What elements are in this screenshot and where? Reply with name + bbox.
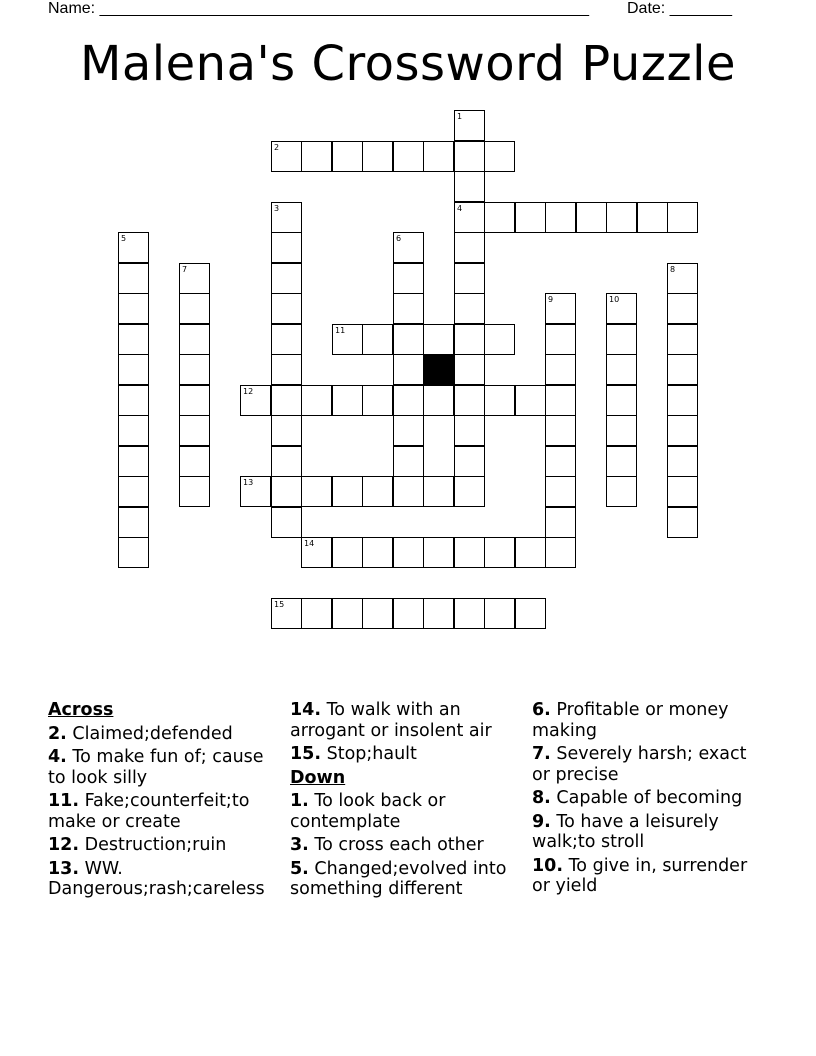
clue-number: 15. <box>290 744 322 764</box>
grid-cell[interactable] <box>362 598 393 629</box>
name-field[interactable]: Name: _______________________________________________________ <box>48 0 589 17</box>
grid-cell[interactable] <box>179 324 210 355</box>
clue-number: 5. <box>290 858 309 879</box>
clue-number: 1. <box>290 791 309 811</box>
grid-cell[interactable] <box>545 476 576 507</box>
clue-across-11 <box>48 791 284 832</box>
clues-column-1 <box>48 700 284 903</box>
clue-text: Stop;hault <box>326 744 417 764</box>
cell-number: 8 <box>670 265 676 274</box>
grid-cell[interactable] <box>332 141 363 172</box>
clue-number: 9. <box>532 811 551 832</box>
grid-cell[interactable] <box>393 324 424 355</box>
grid-cell[interactable] <box>454 141 485 172</box>
clue-across-4 <box>48 747 284 788</box>
clue-down-6 <box>532 700 768 741</box>
grid-cell[interactable] <box>454 263 485 294</box>
clue-number: 14. <box>290 700 322 720</box>
grid-cell[interactable] <box>606 202 637 233</box>
grid-cell[interactable] <box>484 202 515 233</box>
grid-cell[interactable] <box>484 141 515 172</box>
grid-cell[interactable] <box>545 537 576 568</box>
clue-down-3 <box>290 835 528 856</box>
puzzle-title: Malena's Crossword Puzzle <box>79 36 737 92</box>
grid-cell[interactable] <box>667 293 698 324</box>
grid-cell[interactable] <box>667 415 698 446</box>
cell-number: 3 <box>274 204 280 213</box>
grid-cell[interactable] <box>118 385 149 416</box>
grid-cell[interactable] <box>423 598 454 629</box>
clue-number: 2. <box>48 723 67 744</box>
grid-cell[interactable] <box>271 476 302 507</box>
grid-cell[interactable] <box>332 385 363 416</box>
grid-cell[interactable] <box>179 354 210 385</box>
clue-down-8 <box>532 788 768 809</box>
cell-number: 12 <box>243 387 254 396</box>
grid-cell[interactable] <box>179 385 210 416</box>
grid-cell[interactable] <box>393 354 424 385</box>
grid-cell[interactable] <box>118 293 149 324</box>
grid-cell[interactable] <box>484 537 515 568</box>
clue-number: 8. <box>532 788 551 808</box>
grid-cell[interactable] <box>271 415 302 446</box>
grid-cell[interactable] <box>271 598 302 629</box>
grid-cell[interactable] <box>454 110 485 141</box>
grid-cell[interactable] <box>240 476 271 507</box>
grid-cell[interactable] <box>454 202 485 233</box>
grid-cell[interactable] <box>637 202 668 233</box>
grid-cell[interactable] <box>332 476 363 507</box>
clue-text: Destruction;ruin <box>84 835 227 855</box>
grid-cell[interactable] <box>606 324 637 355</box>
grid-cell[interactable] <box>271 354 302 385</box>
grid-cell[interactable] <box>454 446 485 477</box>
down-heading: Down <box>290 767 346 788</box>
grid-cell[interactable] <box>606 354 637 385</box>
grid-cell[interactable] <box>118 324 149 355</box>
grid-cell[interactable] <box>179 476 210 507</box>
grid-cell[interactable] <box>118 507 149 538</box>
grid-cell[interactable] <box>545 446 576 477</box>
grid-cell[interactable] <box>393 476 424 507</box>
grid-cell[interactable] <box>362 537 393 568</box>
grid-cell[interactable] <box>271 446 302 477</box>
grid-cell[interactable] <box>484 598 515 629</box>
grid-cell[interactable] <box>271 324 302 355</box>
grid-cell[interactable] <box>606 293 637 324</box>
clue-across-15 <box>290 744 528 765</box>
clue-number: 10. <box>532 855 564 876</box>
clue-text: To make fun of; cause to look silly <box>48 747 264 788</box>
clue-number: 13. <box>48 858 80 879</box>
clues-column-3 <box>532 700 768 900</box>
grid-cell[interactable] <box>423 141 454 172</box>
grid-cell[interactable] <box>545 385 576 416</box>
grid-cell[interactable] <box>606 446 637 477</box>
grid-cell[interactable] <box>179 446 210 477</box>
grid-cell[interactable] <box>545 354 576 385</box>
grid-cell[interactable] <box>423 324 454 355</box>
clue-down-1 <box>290 791 528 832</box>
grid-cell[interactable] <box>301 537 332 568</box>
grid-cell[interactable] <box>667 324 698 355</box>
grid-cell[interactable] <box>393 263 424 294</box>
grid-cell[interactable] <box>271 232 302 263</box>
grid-cell[interactable] <box>545 202 576 233</box>
clue-number: 11. <box>48 791 80 811</box>
grid-cell[interactable] <box>454 598 485 629</box>
grid-cell[interactable] <box>454 354 485 385</box>
cell-number: 11 <box>335 326 346 335</box>
grid-cell[interactable] <box>301 385 332 416</box>
grid-cell[interactable] <box>118 476 149 507</box>
grid-cell[interactable] <box>271 263 302 294</box>
grid-cell[interactable] <box>454 537 485 568</box>
clue-text: To cross each other <box>314 835 484 855</box>
grid-cell[interactable] <box>301 598 332 629</box>
grid-cell[interactable] <box>484 385 515 416</box>
clue-text: To give in, surrender or yield <box>532 855 748 896</box>
grid-cell[interactable] <box>393 415 424 446</box>
date-field[interactable]: Date: _______ <box>627 0 732 17</box>
clue-across-2 <box>48 724 284 745</box>
grid-cell[interactable] <box>454 476 485 507</box>
clue-text: Changed;evolved into something different <box>290 858 507 899</box>
grid-cell[interactable] <box>545 507 576 538</box>
grid-cell[interactable] <box>667 385 698 416</box>
clue-text: Severely harsh; exact or precise <box>532 744 747 785</box>
grid-cell[interactable] <box>179 415 210 446</box>
grid-cell[interactable] <box>667 202 698 233</box>
clue-across-12 <box>48 835 284 856</box>
grid-cell[interactable] <box>454 324 485 355</box>
grid-cell[interactable] <box>271 385 302 416</box>
grid-cell[interactable] <box>393 385 424 416</box>
grid-cell[interactable] <box>454 171 485 202</box>
clue-down-10 <box>532 856 768 897</box>
grid-cell[interactable] <box>118 263 149 294</box>
cell-number: 7 <box>182 265 188 274</box>
clue-text: To walk with an arrogant or insolent air <box>290 700 492 741</box>
cell-number: 14 <box>304 539 315 548</box>
grid-cell[interactable] <box>454 293 485 324</box>
grid-cell[interactable] <box>393 141 424 172</box>
grid-cell[interactable] <box>667 476 698 507</box>
clue-number: 7. <box>532 744 551 764</box>
grid-cell[interactable] <box>545 324 576 355</box>
clue-across-14 <box>290 700 528 741</box>
grid-block-cell <box>423 354 454 385</box>
grid-cell[interactable] <box>362 385 393 416</box>
grid-cell[interactable] <box>454 232 485 263</box>
clue-number: 4. <box>48 747 67 767</box>
grid-cell[interactable] <box>179 293 210 324</box>
grid-cell[interactable] <box>576 202 607 233</box>
clue-text: Profitable or money making <box>532 700 729 741</box>
clue-text: To have a leisurely walk;to stroll <box>532 811 719 852</box>
grid-cell[interactable] <box>301 476 332 507</box>
clue-text: Fake;counterfeit;to make or create <box>48 791 250 832</box>
cell-number: 4 <box>457 204 463 213</box>
grid-cell[interactable] <box>332 537 363 568</box>
grid-cell[interactable] <box>606 476 637 507</box>
grid-cell[interactable] <box>362 476 393 507</box>
grid-cell[interactable] <box>423 476 454 507</box>
grid-cell[interactable] <box>393 598 424 629</box>
grid-cell[interactable] <box>515 202 546 233</box>
grid-cell[interactable] <box>454 385 485 416</box>
clue-down-7 <box>532 744 768 785</box>
grid-cell[interactable] <box>332 324 363 355</box>
cell-number: 1 <box>457 112 463 121</box>
grid-cell[interactable] <box>423 385 454 416</box>
grid-cell[interactable] <box>240 385 271 416</box>
grid-cell[interactable] <box>362 324 393 355</box>
clue-across-13 <box>48 859 284 900</box>
grid-cell[interactable] <box>545 293 576 324</box>
grid-cell[interactable] <box>118 354 149 385</box>
grid-cell[interactable] <box>606 415 637 446</box>
clue-text: To look back or contemplate <box>290 791 446 832</box>
across-heading: Across <box>48 700 114 720</box>
clue-down-9 <box>532 812 768 853</box>
clue-text: WW. Dangerous;rash;careless <box>48 858 265 899</box>
clue-number: 6. <box>532 700 551 720</box>
grid-cell[interactable] <box>271 293 302 324</box>
grid-cell[interactable] <box>118 537 149 568</box>
cell-number: 6 <box>396 234 402 243</box>
grid-cell[interactable] <box>118 415 149 446</box>
clue-down-5 <box>290 859 528 900</box>
grid-cell[interactable] <box>393 232 424 263</box>
grid-cell[interactable] <box>271 202 302 233</box>
grid-cell[interactable] <box>515 537 546 568</box>
grid-cell[interactable] <box>667 507 698 538</box>
clue-text: Claimed;defended <box>72 723 233 744</box>
cell-number: 10 <box>609 295 620 304</box>
cell-number: 2 <box>274 143 280 152</box>
grid-cell[interactable] <box>606 385 637 416</box>
grid-cell[interactable] <box>545 415 576 446</box>
grid-cell[interactable] <box>301 141 332 172</box>
grid-cell[interactable] <box>179 263 210 294</box>
grid-cell[interactable] <box>393 537 424 568</box>
cell-number: 15 <box>274 600 285 609</box>
grid-cell[interactable] <box>118 446 149 477</box>
cell-number: 5 <box>121 234 127 243</box>
clues-column-2 <box>290 700 528 903</box>
grid-cell[interactable] <box>667 446 698 477</box>
grid-cell[interactable] <box>271 141 302 172</box>
cell-number: 13 <box>243 478 254 487</box>
grid-cell[interactable] <box>362 141 393 172</box>
grid-cell[interactable] <box>423 537 454 568</box>
grid-cell[interactable] <box>332 598 363 629</box>
grid-cell[interactable] <box>484 324 515 355</box>
grid-cell[interactable] <box>667 263 698 294</box>
grid-cell[interactable] <box>515 598 546 629</box>
grid-cell[interactable] <box>667 354 698 385</box>
grid-cell[interactable] <box>454 415 485 446</box>
clue-number: 12. <box>48 835 80 855</box>
grid-cell[interactable] <box>271 507 302 538</box>
cell-number: 9 <box>548 295 554 304</box>
grid-cell[interactable] <box>393 293 424 324</box>
clue-text: Capable of becoming <box>556 788 743 808</box>
grid-cell[interactable] <box>515 385 546 416</box>
grid-cell[interactable] <box>393 446 424 477</box>
grid-cell[interactable] <box>118 232 149 263</box>
clue-number: 3. <box>290 835 309 855</box>
